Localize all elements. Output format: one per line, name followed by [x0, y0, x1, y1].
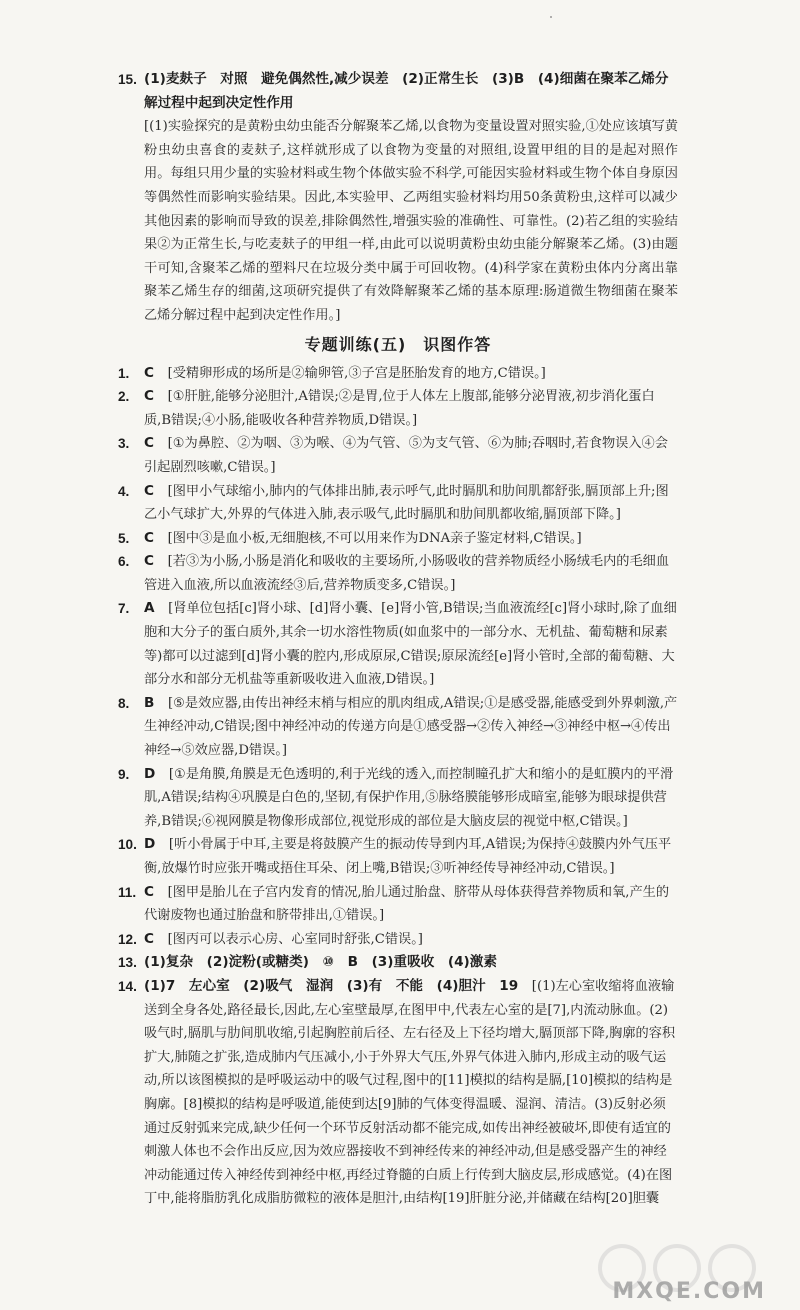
question-number: 12.: [118, 931, 137, 947]
speck: [550, 16, 552, 18]
answer-item: [118, 432, 678, 479]
answer-item: [118, 527, 678, 551]
answer-text: (1)麦麸子 对照 避免偶然性,减少误差 (2)正常生长 (3)B (4)细菌在聚苯乙烯分解过程中起到决定性作用: [144, 71, 669, 111]
section-answer-list: [118, 362, 678, 1211]
explanation-text: [①为鼻腔、②为咽、③为喉、④为气管、⑤为支气管、⑥为肺;吞咽时,若食物误入④会引起剧烈咳嗽,C错误。]: [144, 436, 668, 475]
answer-text: D: [144, 765, 156, 782]
answer-text: (1)复杂 (2)淀粉(或糖类) ⑩ B (3)重吸收 (4)激素: [144, 954, 497, 971]
explanation-text: [受精卵形成的场所是②输卵管,③子宫是胚胎发育的地方,C错误。]: [167, 365, 546, 381]
explanation-text: [听小骨属于中耳,主要是将鼓膜产生的振动传导到内耳,A错误;为保持④鼓膜内外气压平衡,放爆竹时应张开嘴或捂住耳朵、闭上嘴,B错误;③听神经传导神经冲动,C错误。]: [144, 837, 672, 876]
answer-text: C: [144, 883, 154, 900]
explanation-text: [图甲小气球缩小,肺内的气体排出肺,表示呼气,此时膈肌和肋间肌都舒张,膈顶部上升;图乙小气球扩大,外界的气体进入肺,表示吸气,此时膈肌和肋间肌都收缩,膈顶部下降。]: [144, 483, 669, 523]
answer-item: [118, 975, 678, 1211]
answer-item: [118, 833, 678, 880]
explanation-text: [若③为小肠,小肠是消化和吸收的主要场所,小肠吸收的营养物质经小肠绒毛内的毛细血管进入血液,所以血液流经③后,营养物质变多,C错误。]: [144, 554, 670, 593]
question-15: [118, 68, 678, 115]
answer-text: C: [144, 930, 154, 947]
answer-text: C: [144, 529, 154, 546]
explanation-text: [肾单位包括[c]肾小球、[d]肾小囊、[e]肾小管,B错误;当血液流经[c]肾小球时,除了血细胞和大分子的蛋白质外,其余一切水溶性物质(如血浆中的一部分水、无机盐、葡萄糖和尿素等)都可以过滤到[d]肾小囊的腔内,形成原尿,C错误;原尿流经[e]肾小管时,全部的葡萄糖、大部分水和部分无机盐等重新吸收进入血液,D错误。]: [144, 601, 677, 688]
explanation-text: [⑤是效应器,由传出神经末梢与相应的肌肉组成,A错误;①是感受器,能感受到外界刺激,产生神经冲动,C错误;图中神经冲动的传递方向是①感受器→②传入神经→③神经中枢→④传出神经→⑤效应器,D错误。]: [144, 695, 678, 759]
question-number: 1.: [118, 365, 130, 381]
answer-item: [118, 881, 678, 928]
answer-text: (1)7 左心室 (2)吸气 湿润 (3)有 不能 (4)胆汁 19: [144, 977, 519, 994]
question-number: 10.: [118, 837, 137, 853]
question-number: 7.: [118, 601, 130, 617]
answer-item: [118, 951, 678, 975]
answer-item: [118, 597, 678, 691]
answer-text: C: [144, 388, 154, 405]
answer-text: C: [144, 364, 154, 381]
answer-text: C: [144, 435, 154, 452]
question-number: 6.: [118, 554, 130, 570]
answer-text: B: [144, 694, 155, 711]
answer-text: C: [144, 553, 154, 570]
question-number: 8.: [118, 695, 130, 711]
question-number: 9.: [118, 766, 130, 782]
explanation-text: [图丙可以表示心房、心室同时舒张,C错误。]: [167, 931, 423, 947]
answer-item: [118, 692, 678, 763]
question-number: 2.: [118, 389, 130, 405]
explanation-text: [图甲是胎儿在子宫内发育的情况,胎儿通过胎盘、脐带从母体获得营养物质和氧,产生的代谢废物也通过胎盘和脐带排出,①错误。]: [144, 884, 670, 924]
answer-item: [118, 480, 678, 527]
question-number: 3.: [118, 436, 130, 452]
explanation-15: [(1)实验探究的是黄粉虫幼虫能否分解聚苯乙烯,以食物为变量设置对照实验,①处应该填写黄粉虫幼虫喜食的麦麸子,这样就形成了以食物为变量的对照组,设置甲组的目的是起对照作用。每组只用少量的实验材料或生物个体做实验不科学,可能因实验材料或生物个体自身原因等偶然性而影响实验结果。因此,本实验甲、乙两组实验材料均用50条黄粉虫,这样可以减少其他因素的影响而导致的误差,排除偶然性,增强实验的准确性、可靠性。(2)若乙组的实验结果②为正常生长,与吃麦麸子的甲组一样,由此可以说明黄粉虫幼虫能分解聚苯乙烯。(3)由题干可知,含聚苯乙烯的塑料尺在垃圾分类中属于可回收物。(4)科学家在黄粉虫体内分离出靠聚苯乙烯生存的细菌,这项研究提供了有效降解聚苯乙烯的基本原理:肠道微生物细菌在聚苯乙烯分解过程中起到决定性作用。]: [144, 119, 678, 323]
explanation-text: [①肝脏,能够分泌胆汁,A错误;②是胃,位于人体左上腹部,能够分泌胃液,初步消化蛋白质,B错误;④小肠,能吸收各种营养物质,D错误。]: [144, 389, 655, 428]
answer-text: D: [144, 836, 156, 853]
answer-text: A: [144, 600, 155, 617]
answer-item: [118, 763, 678, 834]
watermark-text: MXQE.COM: [612, 1279, 766, 1304]
explanation-text: [图中③是血小板,无细胞核,不可以用来作为DNA亲子鉴定材料,C错误。]: [167, 530, 582, 546]
answer-text: C: [144, 482, 154, 499]
answer-item: [118, 550, 678, 597]
question-number: 4.: [118, 483, 130, 499]
answer-item: [118, 362, 678, 386]
question-number: 11.: [118, 884, 137, 900]
question-number: 5.: [118, 530, 130, 546]
question-number: 15.: [118, 72, 137, 87]
question-number: 13.: [118, 955, 137, 971]
answer-item: [118, 928, 678, 952]
section-title: 专题训练(五) 识图作答: [304, 334, 492, 354]
explanation-text: [(1)左心室收缩将血液输送到全身各处,路径最长,因此,左心室壁最厚,在图甲中,代表左心室的是[7],内流动脉血。(2)吸气时,膈肌与肋间肌收缩,引起胸腔前后径、左右径及上下径均增大,膈顶部下降,胸廓的容积扩大,肺随之扩张,造成肺内气压减小,小于外界大气压,外界气体进入肺内,形成主动的吸气运动,所以该图模拟的是呼吸运动中的吸气过程,图中的[11]模拟的结构是膈,[10]模拟的结构是胸廓。[8]模拟的结构是呼吸道,能使到达[9]肺的气体变得温暖、湿润、清洁。(3)反射必须通过反射弧来完成,缺少任何一个环节反射活动都不能完成,如传出神经被破坏,即使有适宜的刺激人体也不会作出反应,因为效应器接收不到神经传来的神经冲动,但是感受器产生的神经冲动能通过传入神经传到神经中枢,再经过脊髓的白质上行传到大脑皮层,形成感觉。(4)在图丁中,能将脂肪乳化成脂肪微粒的液体是胆汁,由结构[19]肝脏分泌,并储藏在结构[20]胆囊: [144, 978, 676, 1207]
answer-page: [118, 68, 678, 1211]
explanation-text: [①是角膜,角膜是无色透明的,利于光线的透入,而控制瞳孔扩大和缩小的是虹膜内的平滑肌,A错误;结构④巩膜是白色的,坚韧,有保护作用,⑤脉络膜能够形成暗室,能够为眼球提供营养,B错误;⑥视网膜是物像形成部位,视觉形成的部位是大脑皮层的视觉中枢,C错误。]: [144, 766, 674, 829]
question-number: 14.: [118, 978, 137, 994]
answer-item: [118, 385, 678, 432]
